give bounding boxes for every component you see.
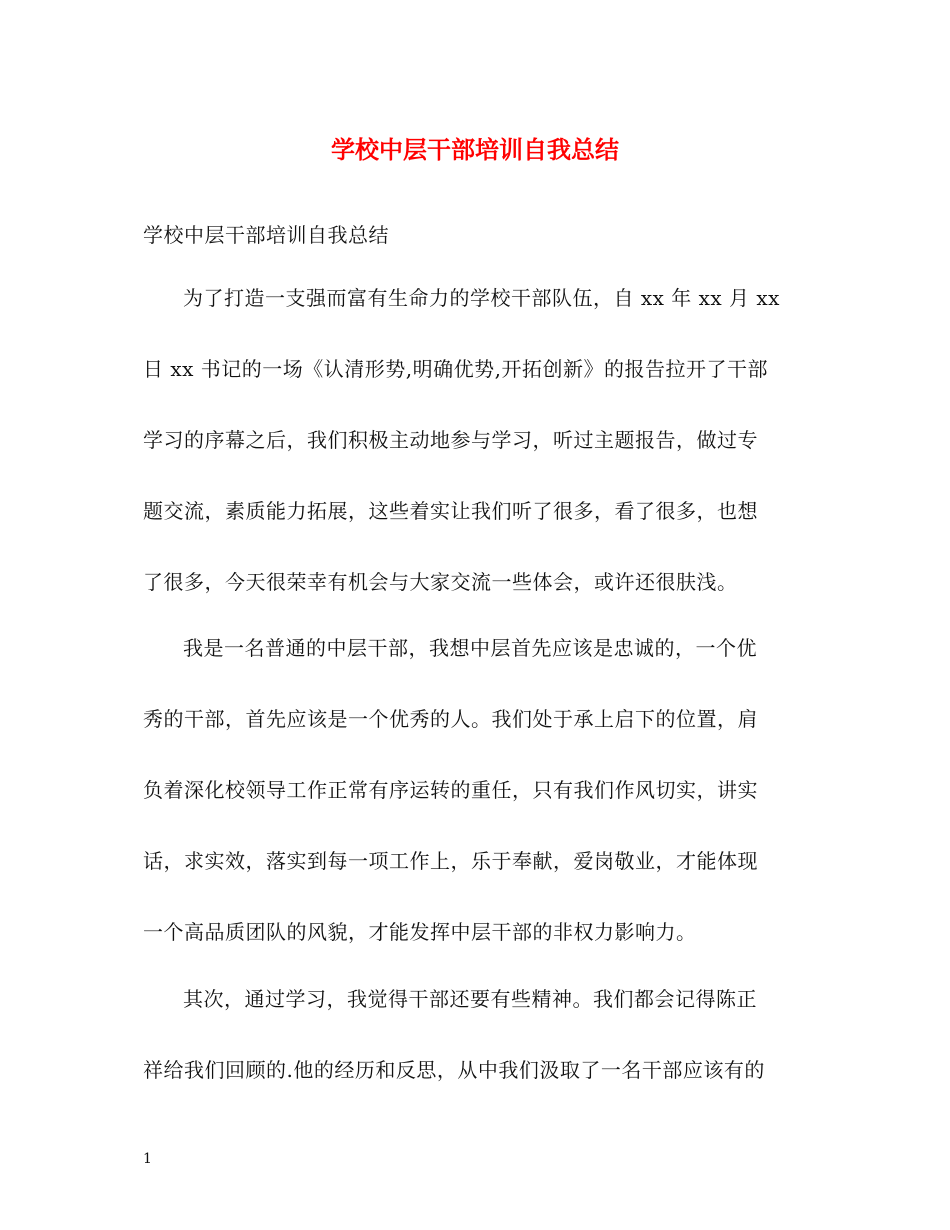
text-line: 题交流，素质能力拓展，这些着实让我们听了很多，看了很多，也想 <box>143 499 758 523</box>
page-number: 1 <box>143 1151 152 1167</box>
text-line: 我是一名普通的中层干部，我想中层首先应该是忠诚的，一个优 <box>183 636 757 660</box>
document-subtitle: 学校中层干部培训自我总结 <box>143 223 389 247</box>
text-line: 学习的序幕之后，我们积极主动地参与学习，听过主题报告，做过专 <box>143 428 758 452</box>
text-line: 其次，通过学习，我觉得干部还要有些精神。我们都会记得陈正 <box>183 987 757 1011</box>
text-line: 了很多，今天很荣幸有机会与大家交流一些体会，或许还很肤浅。 <box>143 570 738 594</box>
text-line: 一个高品质团队的风貌，才能发挥中层干部的非权力影响力。 <box>143 920 697 944</box>
document-title: 学校中层干部培训自我总结 <box>331 135 619 164</box>
text-line: 为了打造一支强而富有生命力的学校干部队伍，自 xx 年 xx 月 xx <box>183 286 780 310</box>
text-line: 祥给我们回顾的.他的经历和反思，从中我们汲取了一名干部应该有的 <box>143 1058 765 1082</box>
text-line: 日 xx 书记的一场《认清形势,明确优势,开拓创新》的报告拉开了干部 <box>143 357 768 381</box>
text-line: 负着深化校领导工作正常有序运转的重任，只有我们作风切实，讲实 <box>143 778 758 802</box>
text-line: 秀的干部，首先应该是一个优秀的人。我们处于承上启下的位置，肩 <box>143 707 758 731</box>
text-line: 话，求实效，落实到每一项工作上，乐于奉献，爱岗敬业，才能体现 <box>143 849 758 873</box>
